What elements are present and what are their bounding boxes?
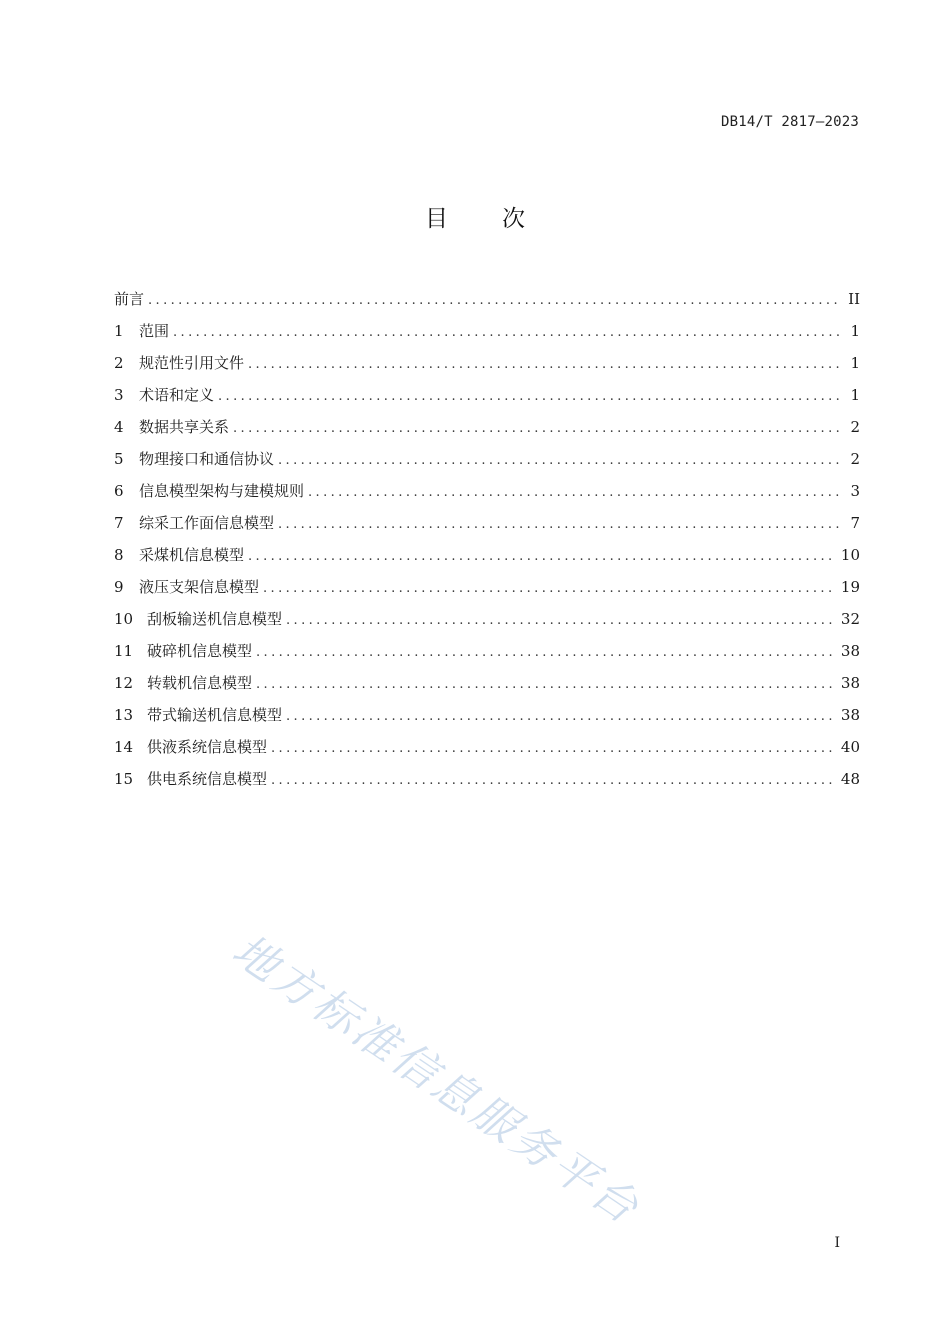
toc-entry-number: 13 [114,706,134,724]
toc-entry-foreword[interactable] [114,286,860,318]
toc-entry-label: 综采工作面信息模型 [139,514,275,532]
toc-entry-label: 液压支架信息模型 [139,578,260,596]
toc-entry-label: 供液系统信息模型 [147,738,268,756]
toc-leader-dots [278,512,844,538]
toc-entry-label: 破碎机信息模型 [147,642,253,660]
toc-entry-page: 1 [850,354,860,372]
toc-entry-page: 3 [850,482,860,500]
toc-entry-page: 10 [840,546,860,564]
toc-entry-number: 14 [114,738,134,756]
toc-entry-label: 带式输送机信息模型 [147,706,283,724]
toc-entry-number: 10 [114,610,134,628]
toc-entry-page: 1 [850,386,860,404]
toc-entry-page: 38 [840,706,860,724]
page-number: I [834,1235,840,1251]
toc-entry-label: 供电系统信息模型 [147,770,268,788]
toc-entry-13[interactable] [114,702,860,734]
page-title [0,200,950,233]
toc-entry-8[interactable] [114,542,860,574]
toc-entry-number: 5 [114,450,124,468]
toc-entry-label: 术语和定义 [139,386,215,404]
toc-entry-label: 规范性引用文件 [139,354,245,372]
toc-leader-dots [308,480,844,506]
toc-entry-11[interactable] [114,638,860,670]
toc-leader-dots [233,416,844,442]
toc-entry-page: 7 [850,514,860,532]
toc-entry-label: 刮板输送机信息模型 [147,610,283,628]
toc-entry-number: 6 [114,482,124,500]
toc-entry-7[interactable] [114,510,860,542]
toc-entry-number: 3 [114,386,124,404]
toc-entry-page: 48 [840,770,860,788]
toc-entry-5[interactable] [114,446,860,478]
toc-entry-number: 11 [114,642,134,660]
toc-entry-page: 19 [840,578,860,596]
toc-entry-6[interactable] [114,478,860,510]
toc-entry-number: 4 [114,418,124,436]
toc-entry-page: 2 [850,450,860,468]
toc-entry-number: 7 [114,514,124,532]
toc-entry-4[interactable] [114,414,860,446]
toc-leader-dots [256,640,835,666]
toc-entry-label: 物理接口和通信协议 [139,450,275,468]
toc-entry-number: 2 [114,354,124,372]
document-code: DB14/T 2817—2023 [720,114,859,130]
toc-entry-number: 12 [114,674,134,692]
toc-leader-dots [278,448,844,474]
toc-entry-14[interactable] [114,734,860,766]
toc-entry-page: 2 [850,418,860,436]
page-title-part2: 次 [502,206,525,232]
toc-entry-label: 范围 [139,322,170,340]
watermark: 地方标准信息服务平台 [223,924,650,1236]
toc-entry-9[interactable] [114,574,860,606]
toc-entry-10[interactable] [114,606,860,638]
toc-entry-page: 1 [850,322,860,340]
toc-entry-15[interactable] [114,766,860,798]
toc-leader-dots [148,288,842,314]
toc-leader-dots [218,384,844,410]
toc-entry-page: II [848,290,860,308]
toc-leader-dots [286,704,835,730]
toc-entry-12[interactable] [114,670,860,702]
toc-entry-number: 15 [114,770,134,788]
toc-entry-1[interactable] [114,318,860,350]
toc-leader-dots [263,576,835,602]
toc-entry-label: 转载机信息模型 [147,674,253,692]
toc-leader-dots [271,736,835,762]
page-title-part1: 目 [425,206,448,232]
toc-entry-label: 数据共享关系 [139,418,230,436]
toc-entry-label: 信息模型架构与建模规则 [139,482,305,500]
toc-entry-page: 38 [840,642,860,660]
toc-leader-dots [286,608,835,634]
toc-leader-dots [248,352,844,378]
toc-entry-number: 8 [114,546,124,564]
table-of-contents [114,286,860,798]
toc-entry-2[interactable] [114,350,860,382]
toc-leader-dots [256,672,835,698]
toc-entry-page: 38 [840,674,860,692]
toc-entry-page: 32 [840,610,860,628]
toc-entry-number: 9 [114,578,124,596]
toc-entry-number: 1 [114,322,124,340]
toc-entry-3[interactable] [114,382,860,414]
toc-entry-label: 前言 [114,290,145,308]
toc-leader-dots [248,544,835,570]
toc-leader-dots [173,320,844,346]
toc-entry-label: 采煤机信息模型 [139,546,245,564]
toc-entry-page: 40 [840,738,860,756]
toc-leader-dots [271,768,835,794]
